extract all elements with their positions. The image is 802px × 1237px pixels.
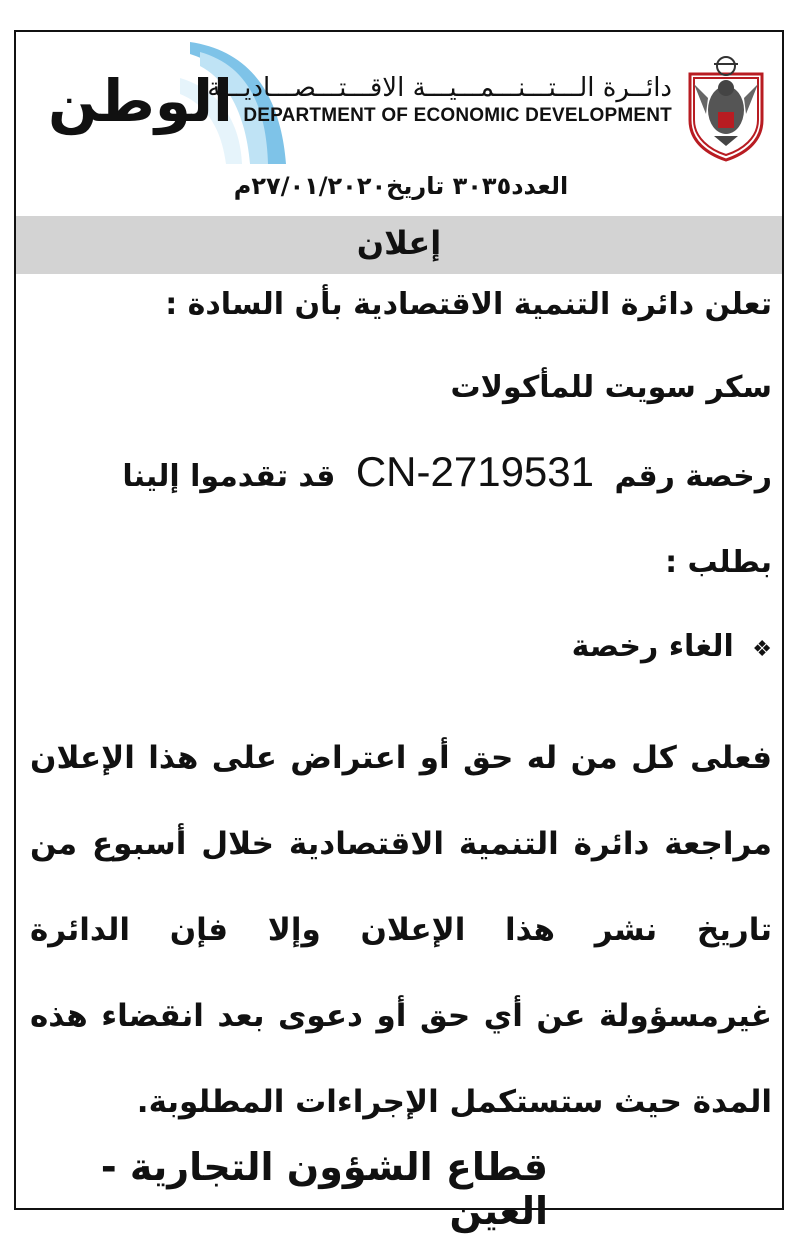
request-label: بطلب : [665,545,772,580]
title-band [16,216,782,274]
newspaper-name: الوطن [48,67,233,135]
request-item-text: الغاء رخصة [571,629,734,664]
objection-paragraph: فعلى كل من له حق أو اعتراض على هذا الإعلان مراجعة دائرة التنمية الاقتصادية خلال أسبوع من تاريخ نشر هذا الإعلان وإلا فإن الدائرة غيرمسؤولة عن أي حق أو دعوى بعد انقضاء هذه المدة حيث ستستكمل الإجراءات المطلوبة. [30,740,772,1120]
company-name: سكر سويت للمأكولات [450,370,772,405]
department-name-english: DEPARTMENT OF ECONOMIC DEVELOPMENT [243,104,672,126]
header [16,32,782,167]
notice-title: إعلان [356,224,442,262]
request-item [30,629,772,664]
issuing-sector: قطاع الشؤون التجارية - العين [100,1145,548,1233]
falcon-emblem-icon [684,54,768,162]
license-prefix: رخصة رقم [614,459,772,494]
announcement-intro: تعلن دائرة التنمية الاقتصادية بأن السادة : [165,287,772,322]
diamond-bullet-icon: ❖ [752,637,772,662]
license-number: CN-2719531 [355,448,595,495]
license-line [30,448,772,496]
department-name [207,74,672,127]
issue-number-date: العدد٣٠٣٥ تاريخ٢٧/٠١/٢٠٢٠م [233,172,569,200]
department-name-arabic: دائــرة الـــتـــنـــمـــيـــة الاقـــتـــصـــاديـــة [207,73,672,103]
license-suffix: قد تقدموا إلينا [122,459,336,494]
